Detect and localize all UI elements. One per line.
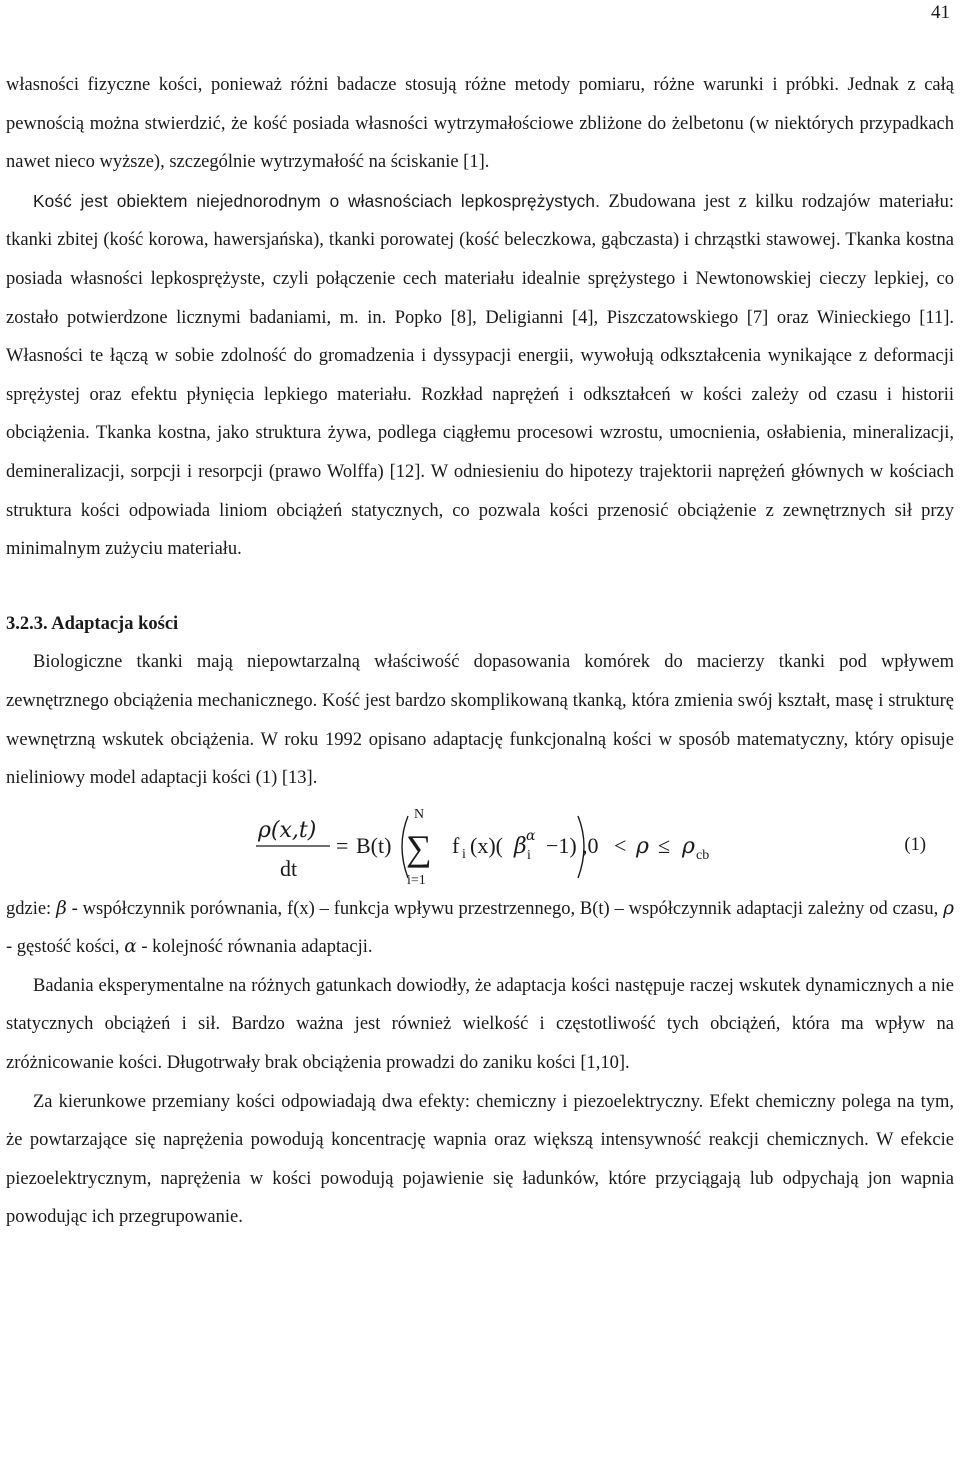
where-text-2: - współczynnik porównania, f(x) – funkcja wpływu przestrzennego, B(t) – współczynnik adaptacji zależny od czasu,: [66, 898, 944, 919]
eq-cb-sub: cb: [696, 847, 710, 863]
paragraph-2-lead: Kość jest obiektem niejednorodnym o własnościach lepkosprężystych.: [33, 190, 601, 211]
paragraph-2: [6, 182, 954, 569]
eq-denominator: dt: [280, 855, 298, 881]
paragraph-1: własności fizyczne kości, ponieważ różni badacze stosują różne metody pomiaru, różne warunki i próbki. Jednak z całą pewnością można stwierdzić, że kość posiada własności wytrzymałościowe zbliżone do żelbetonu (w niektórych przypadkach nawet nieco wyższe), szczególnie wytrzymałość na ściskanie [1].: [6, 75, 954, 173]
page-number: 41: [931, 2, 950, 23]
paragraph-2-body: Zbudowana jest z kilku rodzajów materiału: tkanki zbitej (kość korowa, hawersjańska), tkanki porowatej (kość beleczkowa, gąbczasta) i chrząstki stawowej. Tkanka kostna posiada własności lepkosprężyste, czyli połączenie cech materiału idealnie sprężystego i Newtonowskiej cieczy lepkiej, co zostało potwierdzone licznymi badaniami, m. in. Popko [8], Deligianni [4], Piszczatowskiego [7] oraz Winieckiego [11]. Własności te łączą w sobie zdolność do gromadzenia i dyssypacji energii, wywołują odkształcenia wynikające z deformacji sprężystej oraz efektu płynięcia lepkiego materiału. Rozkład naprężeń i odkształceń w kości zależy od czasu i historii obciążenia. Tkanka kostna, jako struktura żywa, podlega ciągłemu procesowi wzrostu, umocnienia, osłabienia, mineralizacji, demineralizacji, sorpcji i resorpcji (prawo Wolffa) [12]. W odniesieniu do hipotezy trajektorii naprężeń głównych w kościach struktura kości odpowiada liniom obciążeń statycznych, co pozwala kości przenosić obciążenie z zewnętrznych sił przy minimalnym zużyciu materiału.: [6, 191, 954, 560]
eq-less-than: <: [614, 832, 627, 858]
eq-f-sub: i: [462, 846, 466, 862]
where-rho-symbol: ρ: [943, 897, 955, 919]
paragraph-3: Biologiczne tkanki mają niepowtarzalną właściwość dopasowania komórek do macierzy tkanki pod wpływem zewnętrznego obciążenia mechanicznego. Kość jest bardzo skomplikowaną tkanką, która zmienia swój kształt, masę i strukturę wewnętrzną wskutek obciążenia. W roku 1992 opisano adaptację funkcjonalną kości w sposób matematyczny, który opisuje nieliniowy model adaptacji kości (1) [13].: [6, 652, 954, 789]
eq-f-arg: (x)(: [470, 832, 503, 858]
where-alpha-symbol: α: [124, 936, 137, 958]
eq-alpha: α: [526, 827, 536, 844]
eq-beta-sub: i: [527, 847, 531, 863]
where-beta-symbol: β: [56, 897, 67, 919]
eq-sum-lower: i=1: [407, 872, 426, 888]
where-paragraph: [6, 890, 954, 967]
eq-less-equal: ≤: [658, 832, 671, 858]
equation-number: (1): [904, 834, 926, 855]
where-text-1: gdzie:: [6, 898, 57, 919]
paragraph-5: Za kierunkowe przemiany kości odpowiadają dwa efekty: chemiczny i piezoelektryczny. Efekt chemiczny polega na tym, że powtarzające się naprężenia powodują koncentrację wapnia oraz większą intensywność reakcji chemicznych. W efekcie piezoelektrycznym, naprężenia w kości powodują pojawienie się ładunków, które przyciągają lub odpychają jon wapnia powodując ich przegrupowanie.: [6, 1091, 954, 1228]
where-text-3: - gęstość kości,: [6, 937, 125, 958]
eq-rho: ρ: [636, 833, 649, 859]
eq-sum-upper: N: [414, 806, 425, 822]
paragraph-4: Badania eksperymentalne na różnych gatunkach dowiodły, że adaptacja kości następuje raczej wskutek dynamicznych a nie statycznych obciążeń i sił. Bardzo ważna jest również wielkość i częstotliwość tych obciążeń, która ma wpływ na zróżnicowanie kości. Długotrwały brak obciążenia prowadzi do zaniku kości [1,10].: [6, 975, 954, 1074]
adaptation-equation: [256, 804, 916, 890]
eq-beta: β: [514, 833, 527, 859]
section-heading: 3.2.3. Adaptacja kości: [6, 613, 179, 634]
eq-b-term: B(t): [356, 832, 392, 858]
eq-equals: =: [336, 832, 349, 858]
page-body: [6, 66, 954, 1237]
where-text-4: - kolejność równania adaptacji.: [136, 937, 373, 958]
eq-sum-sign: ∑: [406, 827, 432, 868]
eq-minus-one: −1): [546, 832, 577, 858]
equation-block: [6, 804, 954, 890]
eq-rho-numerator: ρ(x,t): [258, 817, 317, 843]
eq-rho-cb: ρ: [682, 833, 695, 859]
eq-comma-zero: ,0: [582, 832, 599, 858]
eq-f: f: [452, 832, 460, 858]
